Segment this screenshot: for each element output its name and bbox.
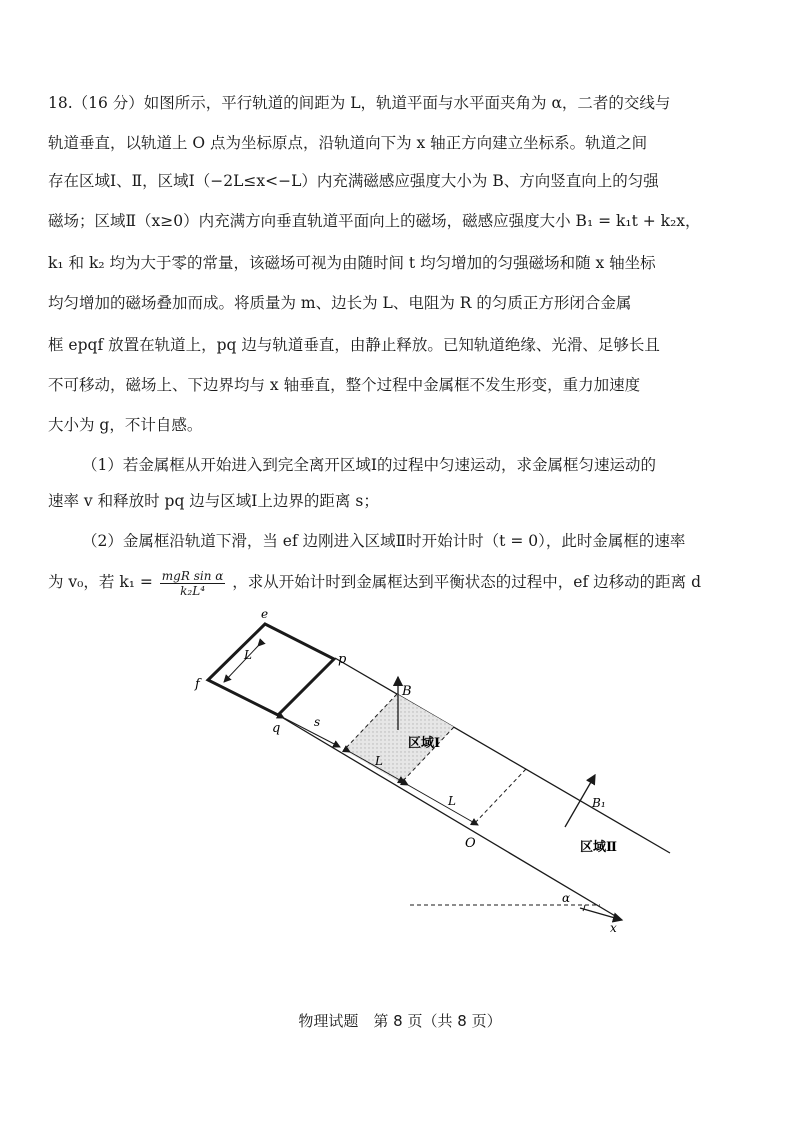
part2-suffix: ，求从开始计时到金属框达到平衡状态的过程中，ef 边移动的距离 d [232,573,701,591]
alpha-label: α [562,891,571,905]
k1-fraction [160,569,226,598]
problem-line-8: 不可移动，磁场上、下边界均与 x 轴垂直，整个过程中金属框不发生形变，重力加速度 [48,376,641,394]
s-label: s [314,715,321,729]
x-axis-arrow [580,908,622,920]
region-2-boundary [473,769,526,825]
problem-line-4: 磁场；区域Ⅱ（x≥0）内充满方向垂直轨道平面向上的磁场，磁感应强度大小 B₁ = k₁t + k₂x， [48,212,701,230]
B-label: B [402,684,412,699]
page-footer: 物理试题 第 8 页（共 8 页） [298,1012,502,1030]
part2-line-2 [48,568,760,598]
problem-line-1: 18.（16 分）如图所示，平行轨道的间距为 L，轨道平面与水平面夹角为 α，二者的交线与 [48,94,671,112]
B1-field-arrow [565,775,595,827]
vertex-p-label: p [338,652,347,667]
region-2-label: 区域Ⅱ [580,840,617,855]
alpha-arc [583,905,585,911]
metal-frame-epqf [208,624,334,715]
origin-O-label: O [465,836,476,851]
rail-magnetic-field-diagram [180,607,700,945]
problem-line-7: 框 epqf 放置在轨道上，pq 边与轨道垂直，由静止释放。已知轨道绝缘、光滑、足够长且 [48,336,660,354]
part2-line-1: （2）金属框沿轨道下滑，当 ef 边刚进入区域Ⅱ时开始计时（t = 0），此时金属框的速率 [82,532,686,550]
problem-line-6: 均匀增加的磁场叠加而成。将质量为 m、边长为 L、电阻为 R 的匀质正方形闭合金属 [48,294,632,312]
gap-L-label: L [448,794,456,808]
part1-line-1: （1）若金属框从开始进入到完全离开区域Ⅰ的过程中匀速运动，求金属框匀速运动的 [82,456,656,474]
B1-label: B₁ [592,796,606,810]
part2-prefix: 为 v₀，若 k₁ = [48,573,153,591]
part1-line-2: 速率 v 和释放时 pq 边与区域Ⅰ上边界的距离 s； [48,492,379,510]
problem-line-9: 大小为 g，不计自感。 [48,416,203,434]
vertex-f-label: f [195,677,200,692]
x-axis-label: x [610,921,617,935]
problem-line-5: k₁ 和 k₂ 均为大于零的常量，该磁场可视为由随时间 t 均匀增加的匀强磁场和随 x 轴坐标 [48,254,656,272]
problem-line-2: 轨道垂直，以轨道上 O 点为坐标原点，沿轨道向下为 x 轴正方向建立坐标系。轨道之间 [48,134,648,152]
region-1-label: 区域Ⅰ [408,736,441,751]
vertex-e-label: e [261,607,269,621]
gap-L-dimension [408,785,478,825]
problem-line-3: 存在区域Ⅰ、Ⅱ，区域Ⅰ（−2L≤x<−L）内充满磁感应强度大小为 B、方向竖直向上的匀强 [48,172,659,190]
region-1-L-label: L [375,754,383,768]
s-dimension [284,718,340,747]
frame-L-dimension [224,646,258,682]
frame-L-label: L [244,648,252,662]
vertex-q-label: q [272,721,281,736]
k1-fraction-denominator: k₂L⁴ [180,583,206,598]
k1-fraction-numerator: mgR sin α [161,568,224,583]
